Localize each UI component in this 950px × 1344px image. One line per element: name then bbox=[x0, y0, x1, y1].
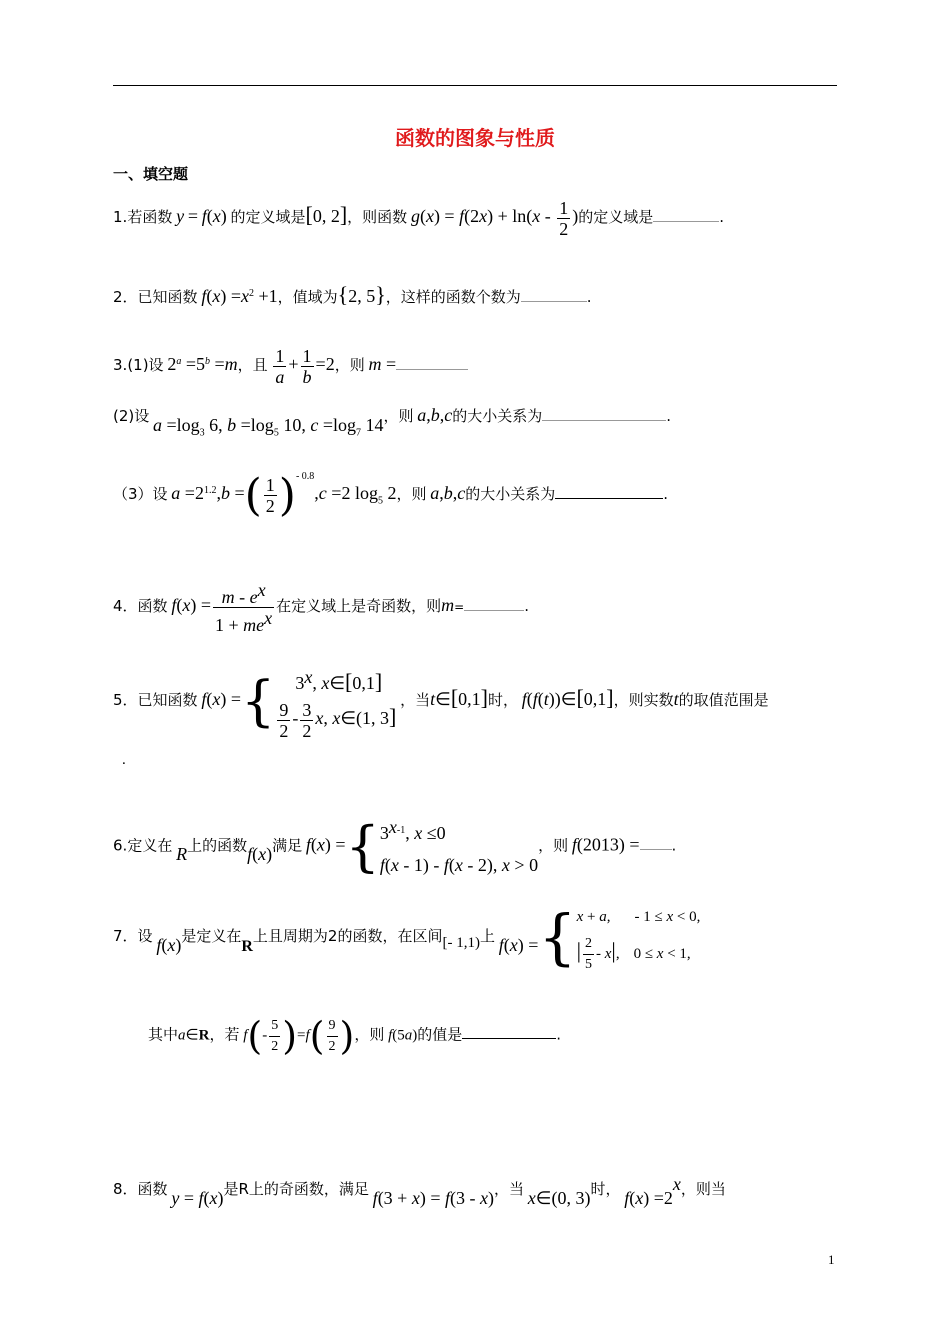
question-7: 7．设 f(x)是定义在R上且周期为2的函数，在区间[- 1,1)上 f(x) ={ x + a, - 1 ≤ x < 0, | $\frac{2}{5}$ - x|, 0 ≤ x < 1, bbox=[113, 902, 701, 973]
question-3-1: 3.(1)设 $2^a =5^b =m$，且 $\frac{1}{a}$ + $\frac{1}{b}$ =2，则 m = bbox=[113, 346, 468, 387]
question-4: 4．函数 f(x) = $\frac{m - e^x}{1 + me^x}$ 在定义域上是奇函数，则m= . bbox=[113, 580, 529, 635]
question-5-tail: . bbox=[122, 752, 126, 768]
question-5: 5．已知函数 f(x) ={ 3$^x$, x∈[0,1] $\frac{9}{2}$ - $\frac{3}{2}$ x, x∈(1, 3] ，当t∈[0,1]时， f(f(t))∈[0,1]，则实数t的取值范围是 bbox=[113, 667, 769, 741]
question-2: 2．已知函数 $f(x) =x^2 +1$，值域为{2, 5}，这样的函数个数为 . bbox=[113, 282, 592, 307]
question-1: 1.若函数 y = f(x) 的定义域是[0, 2]，则函数 g(x) = f(2x) + ln(x - $\frac{1}{2}$ )的定义域是 . bbox=[113, 198, 725, 239]
header-rule bbox=[113, 85, 837, 86]
question-3-3: （3）设 $a =2^{1.2},b$ =( $\frac{1}{2}$ )$^{- 0.8}$,c =2 $\log_5 2$，则 a,b,c的大小关系为 . bbox=[113, 470, 669, 521]
question-3-2: (2)设 $a =\log_3$ 6, $b =\log_5$ 10, $c =\log_7$ 14，则 a,b,c的大小关系为 . bbox=[113, 405, 672, 439]
question-7-condition: 其中a∈R，若 f(- $\frac{5}{2}$ )=f( $\frac{9}{2}$ )，则 f(5a)的值是 . bbox=[148, 1014, 562, 1058]
question-8: 8．函数 y = f(x)是R上的奇函数，满足 f(3 + x) = f(3 - x)，当 x∈(0, 3)时， $f(x) =2^x$，则当 bbox=[113, 1174, 726, 1208]
page-number: 1 bbox=[828, 1252, 835, 1267]
section-heading: 一、填空题 bbox=[113, 165, 189, 183]
page-title: 函数的图象与性质 bbox=[395, 126, 555, 150]
question-6: 6.定义在 R上的函数f(x)满足 f(x) ={ 3$^{x-1}$, x ≤0 f(x - 1) - f(x - 2), x > 0 ，则 f(2013) = . bbox=[113, 815, 677, 878]
